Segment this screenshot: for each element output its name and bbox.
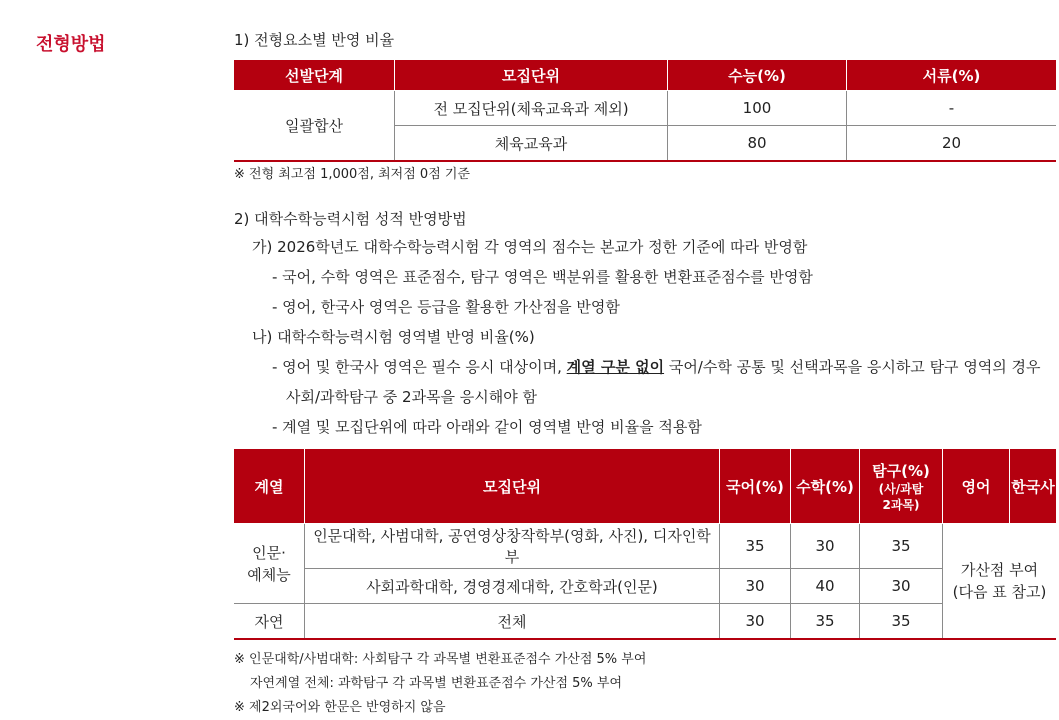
score-note: ※ 전형 최고점 1,000점, 최저점 0점 기준 — [234, 167, 471, 182]
header-unit: 모집단위 — [305, 449, 720, 524]
korean-cell: 30 — [720, 569, 791, 604]
math-cell: 30 — [791, 524, 860, 569]
header-inquiry-sub1: (사/과탐 — [878, 481, 924, 496]
header-suneung: 수능(%) — [668, 60, 847, 91]
unit-cell: 사회과학대학, 경영경제대학, 간호학과(인문) — [305, 569, 720, 604]
item-na: 나) 대학수학능력시험 영역별 반영 비율(%) — [252, 328, 535, 346]
table-row — [234, 569, 1056, 604]
item-ga-1: - 국어, 수학 영역은 표준점수, 탐구 영역은 백분위를 활용한 변환표준점수를 반영함 — [272, 268, 813, 286]
emphasis-text: 계열 구분 없이 — [566, 358, 665, 376]
inquiry-cell: 35 — [860, 604, 943, 640]
item-na-1-cont: 사회/과학탐구 중 2과목을 응시해야 함 — [286, 388, 538, 406]
header-english: 영어 — [943, 449, 1010, 524]
ratio-table — [234, 60, 1056, 162]
item-na-1-pre: - 영어 및 한국사 영역은 필수 응시 대상이며, — [272, 358, 567, 376]
field-cell-humanities: 인문· 예체능 — [234, 524, 305, 604]
suneung-cell: 100 — [668, 91, 847, 126]
subject-ratio-table — [234, 448, 1056, 640]
table-header-row — [234, 449, 1056, 524]
item-na-1 — [234, 352, 1056, 382]
item-na-1-post: 국어/수학 공통 및 선택과목을 응시하고 탐구 영역의 경우 — [664, 358, 1041, 376]
math-cell: 40 — [791, 569, 860, 604]
main-content — [234, 29, 1056, 720]
bonus-ref: (다음 표 참고) — [952, 583, 1047, 601]
unit-cell: 인문대학, 사범대학, 공연영상창작학부(영화, 사진), 디자인학부 — [305, 524, 720, 569]
table-row — [234, 604, 1056, 640]
footnote: ※ 인문대학/사범대학: 사회탐구 각 과목별 변환표준점수 가산점 5% 부여 — [234, 652, 647, 667]
header-docs: 서류(%) — [847, 60, 1057, 91]
header-inquiry-label: 탐구(%) — [872, 461, 930, 480]
header-korean: 국어(%) — [720, 449, 791, 524]
item-ga-2: - 영어, 한국사 영역은 등급을 활용한 가산점을 반영함 — [272, 298, 620, 316]
table-row — [234, 524, 1056, 569]
footnote: 자연계열 전체: 과학탐구 각 과목별 변환표준점수 가산점 5% 부여 — [250, 676, 623, 691]
footnote: ※ 제2외국어와 한문은 반영하지 않음 — [234, 700, 446, 715]
inquiry-cell: 35 — [860, 524, 943, 569]
section1-heading: 1) 전형요소별 반영 비율 — [234, 31, 395, 49]
unit-cell: 체육교육과 — [395, 126, 668, 162]
table-header-row — [234, 60, 1056, 91]
math-cell: 35 — [791, 604, 860, 640]
header-unit: 모집단위 — [395, 60, 668, 91]
header-inquiry — [860, 449, 943, 524]
docs-cell: 20 — [847, 126, 1057, 162]
item-ga: 가) 2026학년도 대학수학능력시험 각 영역의 점수는 본교가 정한 기준에 따라 반영함 — [252, 238, 808, 256]
table-row — [234, 91, 1056, 126]
korean-cell: 30 — [720, 604, 791, 640]
header-field: 계열 — [234, 449, 305, 524]
suneung-cell: 80 — [668, 126, 847, 162]
unit-cell: 전체 — [305, 604, 720, 640]
korean-cell: 35 — [720, 524, 791, 569]
header-math: 수학(%) — [791, 449, 860, 524]
section2-heading: 2) 대학수학능력시험 성적 반영방법 — [234, 210, 467, 228]
header-inquiry-sub2: 2과목) — [882, 497, 920, 512]
stage-cell: 일괄합산 — [234, 91, 395, 162]
inquiry-cell: 30 — [860, 569, 943, 604]
bonus-text: 가산점 부여 — [960, 561, 1039, 579]
header-stage: 선발단계 — [234, 60, 395, 91]
section-title: 전형방법 — [36, 34, 106, 55]
item-na-2: - 계열 및 모집단위에 따라 아래와 같이 영역별 반영 비율을 적용함 — [272, 418, 702, 436]
section2 — [234, 206, 1056, 442]
footnotes — [234, 648, 1056, 720]
field-cell-science: 자연 — [234, 604, 305, 640]
docs-cell: - — [847, 91, 1057, 126]
unit-cell: 전 모집단위(체육교육과 제외) — [395, 91, 668, 126]
bonus-cell — [943, 524, 1057, 640]
header-history: 한국사 — [1010, 449, 1057, 524]
